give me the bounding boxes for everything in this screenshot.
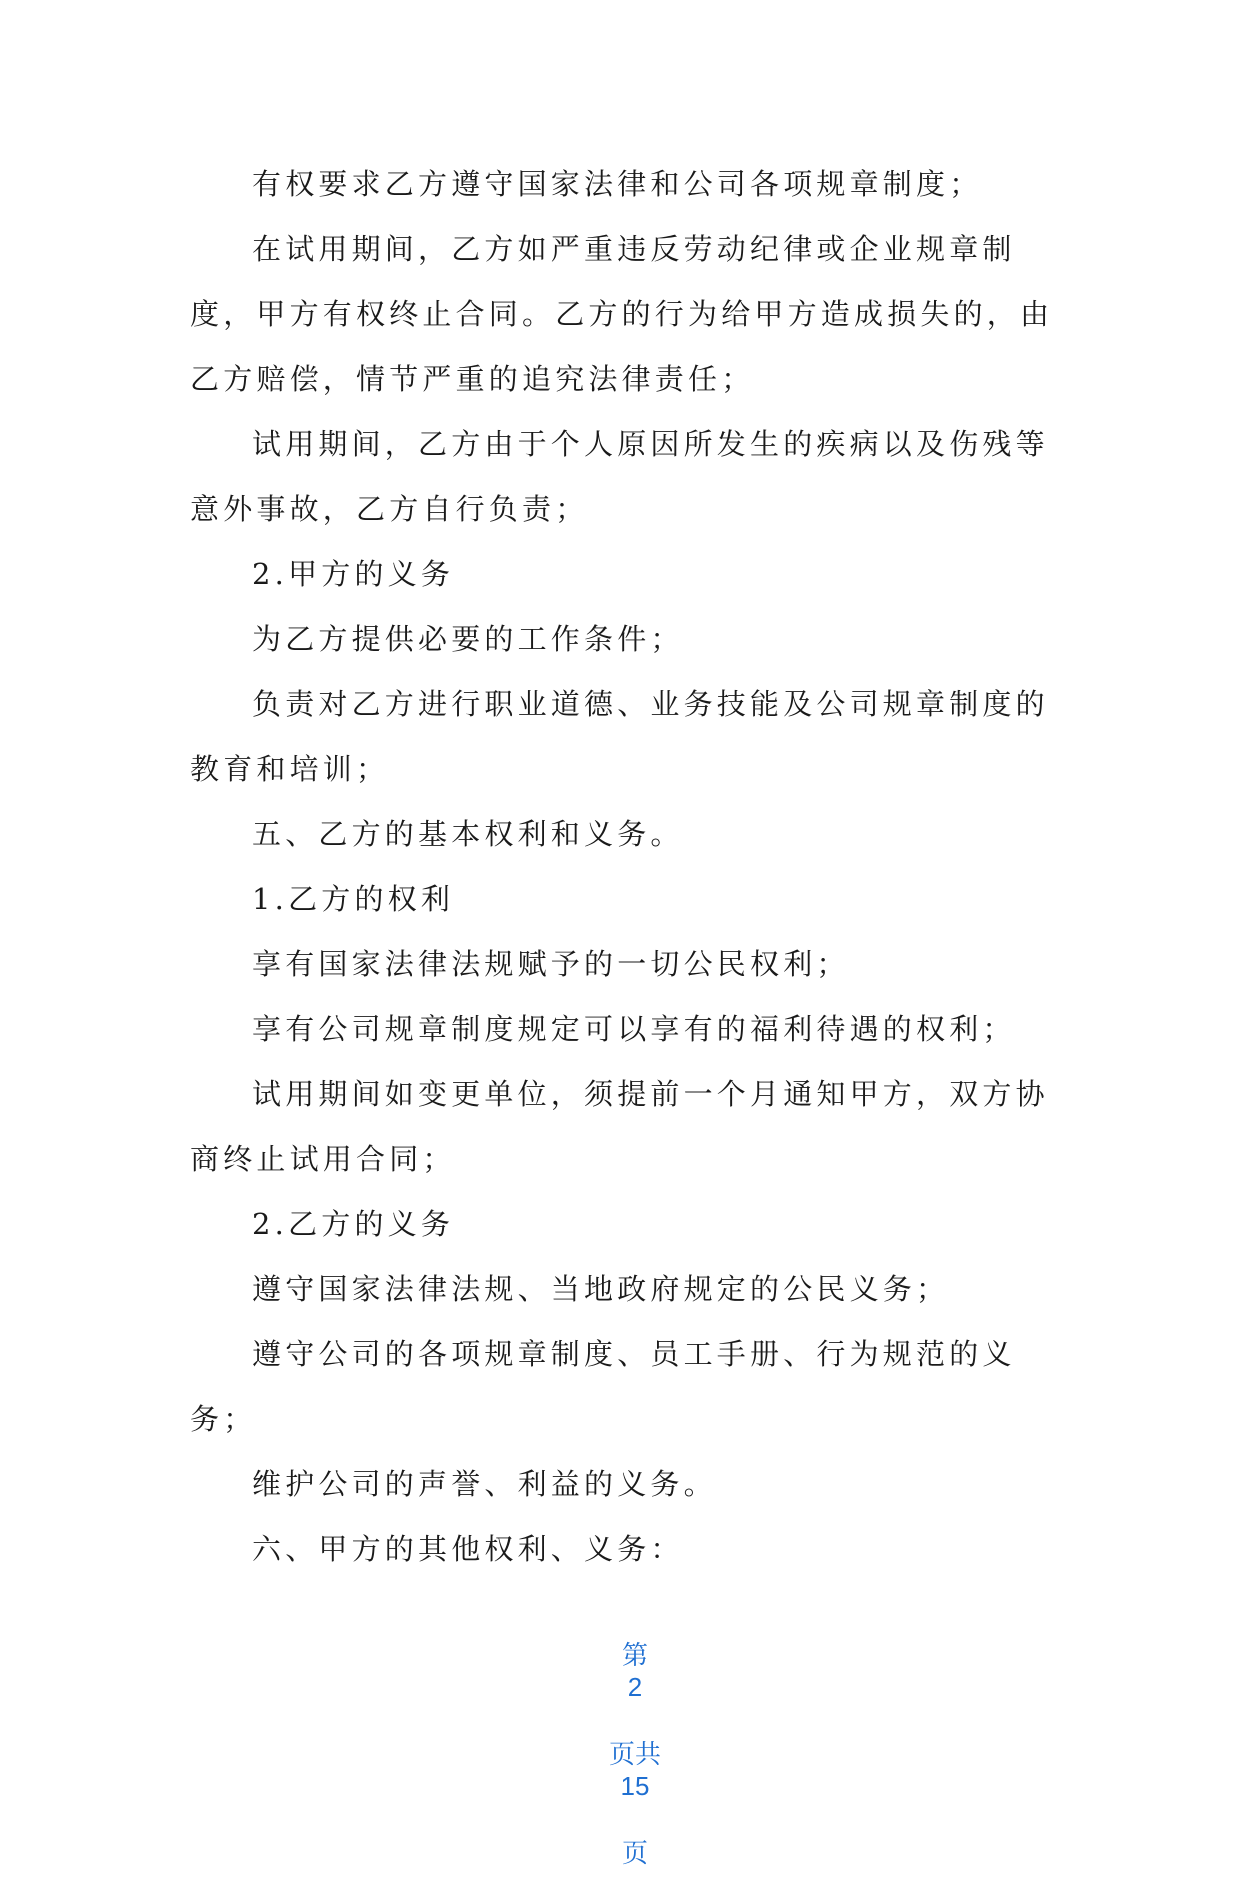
- paragraph: 试用期间，乙方由于个人原因所发生的疾病以及伤残等意外事故，乙方自行负责；: [190, 427, 1049, 526]
- paragraph: 为乙方提供必要的工作条件；: [252, 622, 684, 656]
- current-page-number: 2: [627, 1672, 643, 1702]
- paragraph: 遵守国家法律法规、当地政府规定的公民义务；: [252, 1272, 950, 1306]
- paragraph: 试用期间如变更单位，须提前一个月通知甲方，双方协商终止试用合同；: [190, 1077, 1049, 1176]
- paragraph: 维护公司的声誉、利益的义务。: [252, 1467, 717, 1501]
- footer-suffix: 页: [621, 1838, 648, 1868]
- paragraph: 遵守公司的各项规章制度、员工手册、行为规范的义务；: [190, 1337, 1016, 1436]
- section-heading: 2.甲方的义务: [252, 557, 455, 591]
- section-heading: 1.乙方的权利: [252, 882, 455, 916]
- paragraph: 享有国家法律法规赋予的一切公民权利；: [252, 947, 850, 981]
- section-heading: 2.乙方的义务: [252, 1207, 455, 1241]
- footer-middle: 页共: [608, 1739, 661, 1769]
- section-heading: 五、乙方的基本权利和义务。: [252, 817, 684, 851]
- paragraph: 在试用期间，乙方如严重违反劳动纪律或企业规章制度，甲方有权终止合同。乙方的行为给甲方造成损失的，由乙方赔偿，情节严重的追究法律责任；: [190, 232, 1054, 396]
- total-pages-number: 15: [620, 1771, 650, 1801]
- page-footer: [0, 1604, 1241, 1901]
- footer-prefix: 第: [621, 1640, 648, 1670]
- section-heading: 六、甲方的其他权利、义务：: [252, 1532, 684, 1566]
- paragraph: 有权要求乙方遵守国家法律和公司各项规章制度；: [252, 167, 983, 201]
- document-body: [190, 152, 1060, 1582]
- paragraph: 享有公司规章制度规定可以享有的福利待遇的权利；: [252, 1012, 1016, 1046]
- paragraph: 负责对乙方进行职业道德、业务技能及公司规章制度的教育和培训；: [190, 687, 1049, 786]
